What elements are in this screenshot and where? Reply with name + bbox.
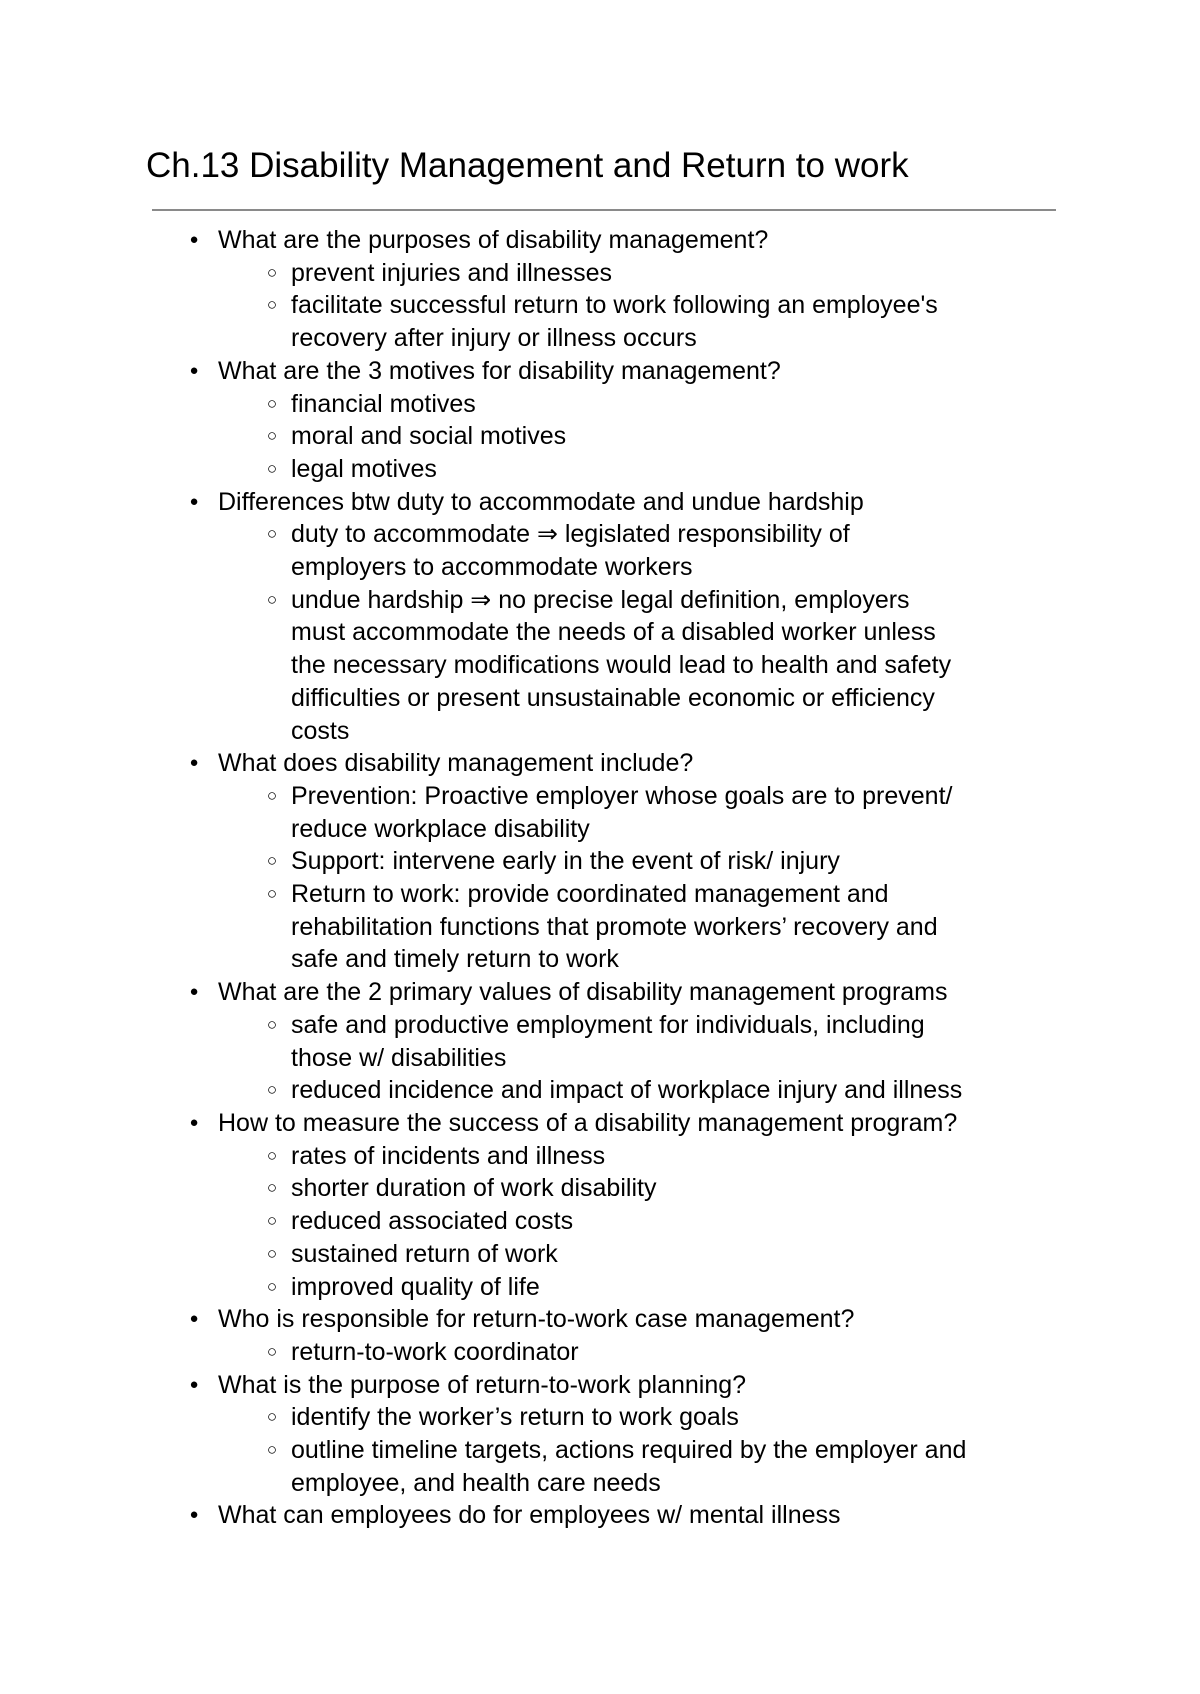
answer-item <box>218 420 1200 453</box>
answer-list <box>218 1009 1200 1107</box>
question-item <box>0 976 1200 1107</box>
answer-text: moral and social motives <box>291 422 567 451</box>
answer-item <box>218 1401 1200 1434</box>
hollow-bullet-icon: ○ <box>266 1145 278 1165</box>
answer-text: legal motives <box>291 454 437 483</box>
bullet-icon: ● <box>189 1310 199 1328</box>
hollow-bullet-icon: ○ <box>266 589 278 609</box>
answer-list <box>218 780 1200 976</box>
hollow-bullet-icon: ○ <box>266 524 278 544</box>
question-text: Differences btw duty to accommodate and undue hardship <box>218 487 864 516</box>
hollow-bullet-icon: ○ <box>266 1440 278 1460</box>
hollow-bullet-icon: ○ <box>266 851 278 871</box>
answer-item <box>218 584 1200 748</box>
question-outline <box>0 224 1200 1532</box>
bullet-icon: ● <box>189 361 199 379</box>
answer-text: Support: intervene early in the event of risk/ injury <box>291 847 840 876</box>
answer-text: facilitate successful return to work following an employee's recovery after injury or illness occurs <box>291 291 938 353</box>
answer-item <box>218 1205 1200 1238</box>
answer-item <box>218 518 1200 583</box>
answer-text: shorter duration of work disability <box>291 1174 657 1203</box>
answer-text: reduced incidence and impact of workplace injury and illness <box>291 1076 963 1105</box>
bullet-icon: ● <box>189 1113 199 1131</box>
title-divider <box>152 209 1056 211</box>
hollow-bullet-icon: ○ <box>266 1178 278 1198</box>
answer-text: return-to-work coordinator <box>291 1337 579 1366</box>
answer-list <box>218 1401 1200 1499</box>
answer-text: identify the worker’s return to work goals <box>291 1403 739 1432</box>
answer-item <box>218 289 1200 354</box>
question-text: Who is responsible for return-to-work case management? <box>218 1305 855 1334</box>
question-item <box>0 355 1200 486</box>
hollow-bullet-icon: ○ <box>266 1014 278 1034</box>
answer-item <box>218 1434 1200 1499</box>
answer-text: duty to accommodate ⇒ legislated responsibility of employers to accommodate workers <box>291 520 850 582</box>
answer-item <box>218 257 1200 290</box>
question-item <box>0 224 1200 355</box>
answer-item <box>218 388 1200 421</box>
answer-item <box>218 1238 1200 1271</box>
hollow-bullet-icon: ○ <box>266 458 278 478</box>
bullet-icon: ● <box>189 754 199 772</box>
answer-item <box>218 1074 1200 1107</box>
hollow-bullet-icon: ○ <box>266 393 278 413</box>
question-item <box>0 1303 1200 1368</box>
hollow-bullet-icon: ○ <box>266 785 278 805</box>
question-text: What are the 2 primary values of disability management programs <box>218 978 948 1007</box>
hollow-bullet-icon: ○ <box>266 884 278 904</box>
answer-text: financial motives <box>291 389 476 418</box>
answer-list <box>218 518 1200 747</box>
bullet-icon: ● <box>189 492 199 510</box>
answer-item <box>218 878 1200 976</box>
hollow-bullet-icon: ○ <box>266 426 278 446</box>
hollow-bullet-icon: ○ <box>266 295 278 315</box>
hollow-bullet-icon: ○ <box>266 1211 278 1231</box>
question-text: What are the 3 motives for disability management? <box>218 356 781 385</box>
question-item <box>0 747 1200 976</box>
answer-list <box>218 1140 1200 1304</box>
bullet-icon: ● <box>189 1506 199 1524</box>
bullet-icon: ● <box>189 983 199 1001</box>
question-item <box>0 1369 1200 1500</box>
answer-list <box>218 388 1200 486</box>
answer-item <box>218 1271 1200 1304</box>
answer-list <box>218 1336 1200 1369</box>
answer-text: sustained return of work <box>291 1239 558 1268</box>
bullet-icon: ● <box>189 231 199 248</box>
answer-text: reduced associated costs <box>291 1207 574 1236</box>
question-item <box>0 1107 1200 1303</box>
answer-text: undue hardship ⇒ no precise legal definition, employers must accommodate the needs of a disabled worker unless the necessary modifications would lead to health and safety difficulties or present unsustainable economic or efficiency costs <box>291 585 952 745</box>
question-text: What is the purpose of return-to-work planning? <box>218 1370 747 1399</box>
answer-item <box>218 453 1200 486</box>
question-text: How to measure the success of a disability management program? <box>218 1108 958 1137</box>
answer-item <box>218 1009 1200 1074</box>
answer-text: safe and productive employment for individuals, including those w/ disabilities <box>291 1010 925 1072</box>
answer-item <box>218 845 1200 878</box>
answer-item <box>218 1336 1200 1369</box>
answer-item <box>218 1140 1200 1173</box>
answer-item <box>218 780 1200 845</box>
answer-text: improved quality of life <box>291 1272 540 1301</box>
hollow-bullet-icon: ○ <box>266 1276 278 1296</box>
question-item <box>0 486 1200 748</box>
bullet-icon: ● <box>189 1375 199 1393</box>
question-text: What can employees do for employees w/ mental illness <box>218 1501 841 1530</box>
hollow-bullet-icon: ○ <box>266 1407 278 1427</box>
hollow-bullet-icon: ○ <box>266 1080 278 1100</box>
answer-item <box>218 1172 1200 1205</box>
hollow-bullet-icon: ○ <box>266 1243 278 1263</box>
hollow-bullet-icon: ○ <box>266 1341 278 1361</box>
answer-text: Prevention: Proactive employer whose goals are to prevent/ reduce workplace disability <box>291 781 953 843</box>
question-item <box>0 1499 1200 1532</box>
answer-list <box>218 257 1200 355</box>
answer-text: prevent injuries and illnesses <box>291 258 613 287</box>
question-text: What are the purposes of disability management? <box>218 226 769 254</box>
hollow-bullet-icon: ○ <box>266 262 278 282</box>
page-title: Ch.13 Disability Management and Return to work <box>146 146 909 185</box>
question-text: What does disability management include? <box>218 749 694 778</box>
answer-text: outline timeline targets, actions required by the employer and employee, and health care needs <box>291 1436 967 1497</box>
answer-text: rates of incidents and illness <box>291 1141 606 1170</box>
answer-text: Return to work: provide coordinated management and rehabilitation functions that promote workers’ recovery and safe and timely return to work <box>291 880 938 974</box>
